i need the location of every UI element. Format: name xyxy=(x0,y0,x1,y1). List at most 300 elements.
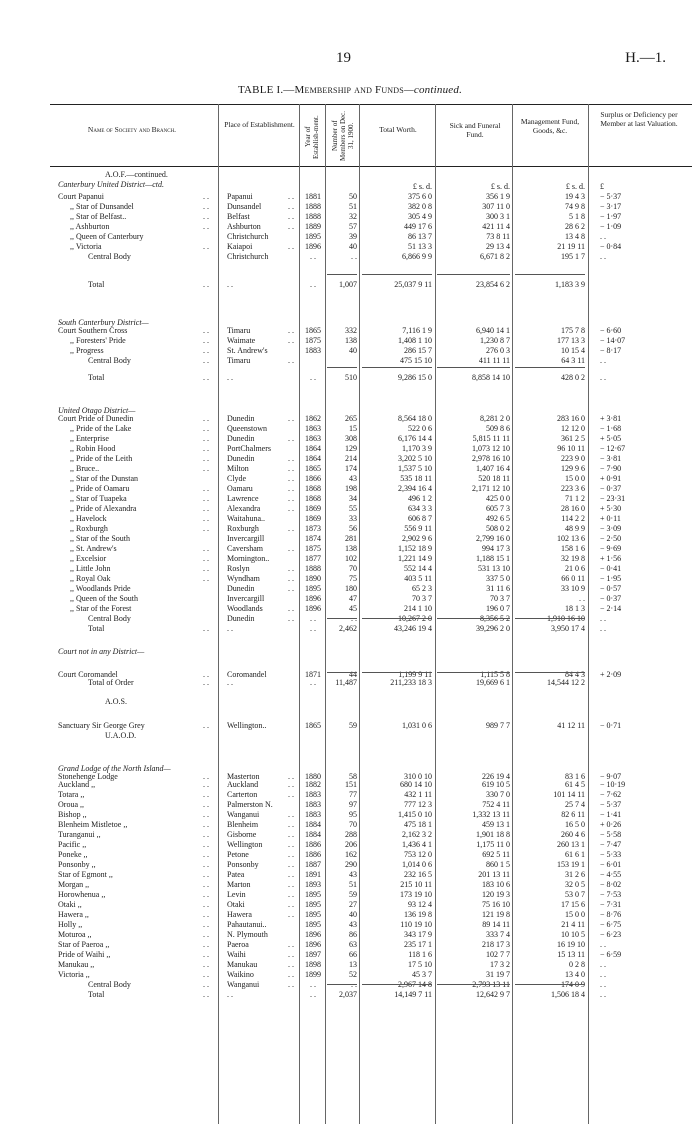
cell-surp: − 6·01 xyxy=(600,860,622,869)
cell-sick: 2,171 12 10 xyxy=(472,484,510,493)
cell-surp: − 3·81 xyxy=(600,454,622,463)
table-title-main: Membership and Funds xyxy=(294,84,404,96)
branch-name: South Canterbury District— xyxy=(58,318,149,327)
cell-surp: − 9·07 xyxy=(600,772,622,781)
cell-dots1: . . xyxy=(203,780,209,789)
cell-mgmt: 13 4 8 xyxy=(565,232,585,241)
cell-surp: − 12·67 xyxy=(600,444,626,453)
cell-year: 1882 xyxy=(305,780,321,789)
cell-surp: − 5·37 xyxy=(600,800,622,809)
cell-surp: − 7·47 xyxy=(600,840,622,849)
branch-name: Court Pride of Dunedin xyxy=(58,414,134,423)
cell-dots1: . . xyxy=(203,860,209,869)
cell-dots1: . . xyxy=(203,900,209,909)
cell-year: 1895 xyxy=(305,584,321,593)
cell-worth: 211,233 18 3 xyxy=(390,678,432,687)
cell-memb: 265 xyxy=(345,414,357,423)
cell-sick: 356 1 9 xyxy=(486,192,510,201)
cell-surp: − 8·76 xyxy=(600,910,622,919)
branch-name: Central Body xyxy=(88,356,131,365)
cell-mgmt: 19 4 3 xyxy=(565,192,585,201)
table-row xyxy=(0,534,700,544)
cell-worth: 51 13 3 xyxy=(408,242,432,251)
cell-mgmt: 260 4 6 xyxy=(561,830,585,839)
cell-surp: − 8·17 xyxy=(600,346,622,355)
cell-dots2: . . xyxy=(288,960,294,969)
cell-place: Levin xyxy=(227,890,246,899)
cell-place: PortChalmers xyxy=(227,444,271,453)
cell-mgmt: 64 3 11 xyxy=(561,356,585,365)
table-row xyxy=(0,444,700,454)
cell-mgmt: 17 15 6 xyxy=(561,900,585,909)
cell-memb: 332 xyxy=(345,326,357,335)
cell-memb: 180 xyxy=(345,584,357,593)
cell-dots1: . . xyxy=(203,940,209,949)
cell-mgmt: 223 3 6 xyxy=(561,484,585,493)
cell-place: . . xyxy=(227,678,233,687)
branch-name: Total xyxy=(88,624,105,633)
cell-dots2: . . xyxy=(288,980,294,989)
cell-place: . . xyxy=(227,990,233,999)
cell-dots1: . . xyxy=(203,464,209,473)
cell-year: 1883 xyxy=(305,800,321,809)
cell-mgmt: 71 1 2 xyxy=(565,494,585,503)
cell-worth: 118 1 6 xyxy=(408,950,432,959)
cell-dots1: . . xyxy=(203,890,209,899)
cell-mgmt: 48 9 9 xyxy=(565,524,585,533)
cell-worth: 556 9 11 xyxy=(404,524,432,533)
cell-mgmt: 5 1 8 xyxy=(569,212,585,221)
branch-name: ,, Bruce.. xyxy=(70,464,100,473)
branch-name: Central Body xyxy=(88,252,131,261)
cell-surp: − 7·53 xyxy=(600,890,622,899)
cell-place: Wellington xyxy=(227,840,263,849)
cell-worth: 136 19 8 xyxy=(404,910,432,919)
cell-dots1: . . xyxy=(203,414,209,423)
total-rule xyxy=(437,618,510,619)
cell-memb: 151 xyxy=(345,780,357,789)
cell-worth: 2,902 9 6 xyxy=(402,534,432,543)
table-row xyxy=(0,464,700,474)
cell-year: 1897 xyxy=(305,950,321,959)
cell-surp: − 7·90 xyxy=(600,464,622,473)
cell-memb: 40 xyxy=(349,910,357,919)
cell-dots1: . . xyxy=(203,920,209,929)
cell-mgmt: 114 2 2 xyxy=(561,514,585,523)
cell-surp: − 6·23 xyxy=(600,930,622,939)
cell-place: Gisborne xyxy=(227,830,257,839)
cell-year: . . xyxy=(310,373,316,382)
cell-worth: 1,152 18 9 xyxy=(398,544,432,553)
table-row xyxy=(0,721,700,731)
cell-dots1: . . xyxy=(203,356,209,365)
branch-name: ,, Pride of the Leith xyxy=(70,454,133,463)
table-row xyxy=(0,860,700,870)
cell-dots2: . . xyxy=(288,454,294,463)
header-top-rule xyxy=(50,104,692,105)
branch-name: Court Coromandel xyxy=(58,670,118,679)
branch-name: Total xyxy=(88,280,105,289)
cell-mgmt: 195 1 7 xyxy=(561,252,585,261)
cell-surp: . . xyxy=(600,624,606,633)
cell-place: Wellington.. xyxy=(227,721,267,730)
cell-sick: 994 17 3 xyxy=(482,544,510,553)
table-row xyxy=(0,614,700,624)
cell-place: Milton xyxy=(227,464,249,473)
cell-surp: − 5·33 xyxy=(600,850,622,859)
branch-name: Pacific ,, xyxy=(58,840,87,849)
cell-worth: 7,116 1 9 xyxy=(402,326,432,335)
cell-dots1: . . xyxy=(203,373,209,382)
cell-mgmt: 28 6 2 xyxy=(565,222,585,231)
cell-surp: − 7·62 xyxy=(600,790,622,799)
cell-worth: 310 0 10 xyxy=(404,772,432,781)
cell-surp: . . xyxy=(600,970,606,979)
cell-worth: 475 15 10 xyxy=(400,356,432,365)
cell-worth: 375 6 0 xyxy=(408,192,432,201)
cell-surp: + 0·91 xyxy=(600,474,622,483)
cell-surp: + 1·56 xyxy=(600,554,622,563)
cell-place: Carterton xyxy=(227,790,258,799)
table-title xyxy=(0,84,700,96)
cell-dots2: . . xyxy=(288,790,294,799)
total-row xyxy=(0,624,700,634)
cell-place: Marton xyxy=(227,880,251,889)
cell-place: Invercargill xyxy=(227,534,265,543)
cell-place: Masterton xyxy=(227,772,260,781)
cell-place: Dunedin xyxy=(227,454,255,463)
table-row xyxy=(0,850,700,860)
cell-surp: − 0·37 xyxy=(600,594,622,603)
cell-surp: − 23·31 xyxy=(600,494,626,503)
cell-dots1: . . xyxy=(203,222,209,231)
table-row xyxy=(0,930,700,940)
cell-year: 1888 xyxy=(305,212,321,221)
currency-header-row xyxy=(0,182,700,192)
cell-dots2: . . xyxy=(288,772,294,781)
cell-dots1: . . xyxy=(203,880,209,889)
cell-surp: − 14·07 xyxy=(600,336,626,345)
cell-dots1: . . xyxy=(203,970,209,979)
cell-place: Petone xyxy=(227,850,249,859)
cell-dots2: . . xyxy=(288,840,294,849)
cell-worth: 1,537 5 10 xyxy=(398,464,432,473)
cell-memb: 11,487 xyxy=(335,678,357,687)
cell-sick: 411 11 11 xyxy=(478,356,510,365)
cell-place: Waikino xyxy=(227,970,254,979)
cell-dots1: . . xyxy=(203,212,209,221)
table-title-prefix: TABLE I.— xyxy=(237,84,295,96)
cell-worth: 1,408 1 10 xyxy=(398,336,432,345)
cell-surp: − 6·75 xyxy=(600,920,622,929)
column-header-sick: Sick and Funeral Fund. xyxy=(449,121,501,139)
cell-sick: 196 0 7 xyxy=(486,604,510,613)
cell-dots2: . . xyxy=(288,950,294,959)
table-row xyxy=(0,564,700,574)
cell-year: 1891 xyxy=(305,870,321,879)
table-row xyxy=(0,790,700,800)
cell-memb: 59 xyxy=(349,721,357,730)
cell-dots2: . . xyxy=(288,970,294,979)
table-row xyxy=(0,434,700,444)
cell-memb: 70 xyxy=(349,820,357,829)
cell-sick: 218 17 3 xyxy=(482,940,510,949)
cell-dots1: . . xyxy=(203,810,209,819)
cell-place: Dunedin xyxy=(227,584,255,593)
cell-year: 1875 xyxy=(305,544,321,553)
table-row xyxy=(0,326,700,336)
cell-worth: 10,267 2 0 xyxy=(398,614,432,623)
cell-memb: 102 xyxy=(345,554,357,563)
cell-place: Alexandra xyxy=(227,504,261,513)
cell-mgmt: 28 16 0 xyxy=(561,504,585,513)
cell-sick: 31 19 7 xyxy=(486,970,510,979)
cell-year: 1886 xyxy=(305,840,321,849)
branch-name: ,, Star of Tuapeka xyxy=(70,494,127,503)
cell-memb: 44 xyxy=(349,670,357,679)
branch-name: Bishop ,, xyxy=(58,810,87,819)
cell-worth: 65 2 3 xyxy=(412,584,432,593)
cell-worth: 432 1 11 xyxy=(404,790,432,799)
cell-memb: 50 xyxy=(349,192,357,201)
cell-dots2: . . xyxy=(288,544,294,553)
cell-worth: 449 17 6 xyxy=(404,222,432,231)
cell-worth: 86 13 7 xyxy=(408,232,432,241)
cell-dots2: . . xyxy=(288,574,294,583)
cell-mgmt: 14,544 12 2 xyxy=(547,678,585,687)
cell-memb: 34 xyxy=(349,494,357,503)
cell-mgmt: 66 0 11 xyxy=(561,574,585,583)
cell-dots1: . . xyxy=(203,678,209,687)
cell-worth: 606 8 7 xyxy=(408,514,432,523)
cell-memb: 66 xyxy=(349,950,357,959)
cell-sick: 39,296 2 0 xyxy=(476,624,510,633)
cell-memb: 43 xyxy=(349,474,357,483)
table-row xyxy=(0,920,700,930)
cell-dots2: . . xyxy=(288,192,294,201)
cell-sick: 6,940 14 1 xyxy=(476,326,510,335)
cell-memb: 214 xyxy=(345,454,357,463)
cell-dots2: . . xyxy=(288,900,294,909)
total-rule xyxy=(437,672,510,673)
cell-dots1: . . xyxy=(203,840,209,849)
section-heading-row xyxy=(0,697,700,707)
cell-place: Coromandel xyxy=(227,670,267,679)
cell-year: 1865 xyxy=(305,721,321,730)
cell-year: 1862 xyxy=(305,414,321,423)
cell-surp: − 1·97 xyxy=(600,212,622,221)
branch-name: ,, St. Andrew's xyxy=(70,544,117,553)
cell-sick: 508 0 2 xyxy=(486,524,510,533)
cell-year: 1875 xyxy=(305,336,321,345)
cell-memb: 510 xyxy=(345,373,357,382)
table-row xyxy=(0,454,700,464)
cell-sick: 333 7 4 xyxy=(486,930,510,939)
cell-sick: 17 3 2 xyxy=(490,960,510,969)
cell-worth: 1,415 0 10 xyxy=(398,810,432,819)
cell-mgmt: 33 10 9 xyxy=(561,584,585,593)
branch-name: ,, Victoria xyxy=(70,242,102,251)
cell-dots2: . . xyxy=(288,484,294,493)
branch-name: ,, Queen of the South xyxy=(70,594,138,603)
cell-sick: 75 16 10 xyxy=(482,900,510,909)
cell-place: . . xyxy=(227,280,233,289)
currency-unit-mgmt: £ s. d. xyxy=(565,182,585,191)
cell-mgmt: 1,506 18 4 xyxy=(551,990,585,999)
branch-name: ,, Star of the South xyxy=(70,534,130,543)
cell-surp: − 0·84 xyxy=(600,242,622,251)
cell-sick: 8,281 2 0 xyxy=(480,414,510,423)
cell-year: 1895 xyxy=(305,900,321,909)
currency-unit-surp: £ xyxy=(600,182,604,191)
cell-worth: 403 5 11 xyxy=(404,574,432,583)
cell-memb: 308 xyxy=(345,434,357,443)
table-row xyxy=(0,336,700,346)
cell-mgmt: 15 0 0 xyxy=(565,474,585,483)
cell-worth: 1,436 4 1 xyxy=(402,840,432,849)
total-rule xyxy=(515,984,585,985)
cell-dots2: . . xyxy=(288,780,294,789)
branch-name: ,, Pride of Alexandra xyxy=(70,504,137,513)
cell-sick: 330 7 0 xyxy=(486,790,510,799)
cell-dots2: . . xyxy=(288,222,294,231)
cell-place: Hawera xyxy=(227,910,252,919)
cell-sick: 860 1 5 xyxy=(486,860,510,869)
cell-memb: 1,007 xyxy=(339,280,357,289)
cell-memb: 45 xyxy=(349,604,357,613)
table-row xyxy=(0,474,700,484)
cell-sick: 307 11 0 xyxy=(482,202,510,211)
cell-mgmt: 83 1 6 xyxy=(565,772,585,781)
cell-surp: . . xyxy=(600,252,606,261)
cell-dots2: . . xyxy=(288,940,294,949)
cell-surp: + 0·11 xyxy=(600,514,621,523)
table-row xyxy=(0,504,700,514)
total-rule xyxy=(362,618,432,619)
cell-dots2: . . xyxy=(288,564,294,573)
branch-name: ,, Foresters' Pride xyxy=(70,336,126,345)
cell-dots1: . . xyxy=(203,554,209,563)
cell-sick: 121 19 8 xyxy=(482,910,510,919)
cell-year: 1871 xyxy=(305,670,321,679)
cell-worth: 232 16 5 xyxy=(404,870,432,879)
cell-year: 1865 xyxy=(305,464,321,473)
cell-worth: 9,286 15 0 xyxy=(398,373,432,382)
branch-name: Total xyxy=(88,373,105,382)
cell-memb: 77 xyxy=(349,790,357,799)
cell-memb: 86 xyxy=(349,930,357,939)
cell-memb: 281 xyxy=(345,534,357,543)
cell-mgmt: . . xyxy=(579,594,585,603)
cell-memb: 288 xyxy=(345,830,357,839)
branch-name: Blenheim Mistletoe ,, xyxy=(58,820,128,829)
table-row xyxy=(0,980,700,990)
cell-memb: 59 xyxy=(349,890,357,899)
branch-name: Auckland ,, xyxy=(58,780,96,789)
cell-dots1: . . xyxy=(203,870,209,879)
total-rule xyxy=(362,274,432,275)
cell-place: Wanganui xyxy=(227,980,260,989)
cell-mgmt: 1,910 16 10 xyxy=(547,614,585,623)
branch-name: ,, Havelock xyxy=(70,514,107,523)
cell-dots2: . . xyxy=(288,870,294,879)
column-header-year: Year of Establish-ment. xyxy=(304,115,320,159)
branch-name: Grand Lodge of the North Island— xyxy=(58,764,171,773)
cell-surp: . . xyxy=(600,980,606,989)
cell-dots2: . . xyxy=(288,474,294,483)
section-heading-row xyxy=(0,731,700,741)
cell-place: Christchurch xyxy=(227,232,269,241)
cell-mgmt: 0 2 8 xyxy=(569,960,585,969)
cell-place: St. Andrew's xyxy=(227,346,268,355)
cell-dots2: . . xyxy=(288,810,294,819)
cell-year: 1899 xyxy=(305,970,321,979)
branch-name: Oroua ,, xyxy=(58,800,84,809)
branch-name: U.A.O.D. xyxy=(105,731,137,740)
cell-sick: 6,671 8 2 xyxy=(480,252,510,261)
cell-place: Lawrence xyxy=(227,494,259,503)
cell-worth: 2,162 3 2 xyxy=(402,830,432,839)
cell-mgmt: 174 0 9 xyxy=(561,980,585,989)
cell-surp: − 1·95 xyxy=(600,574,622,583)
cell-place: Belfast xyxy=(227,212,250,221)
cell-mgmt: 16 19 10 xyxy=(557,940,585,949)
column-header-mgmt: Management Fund, Goods, &c. xyxy=(520,117,580,135)
table-row xyxy=(0,242,700,252)
cell-year: . . xyxy=(310,678,316,687)
total-rule xyxy=(327,274,357,275)
branch-name: ,, Star of the Forest xyxy=(70,604,132,613)
cell-place: Timaru xyxy=(227,326,251,335)
cell-memb: 40 xyxy=(349,346,357,355)
cell-sick: 23,854 6 2 xyxy=(476,280,510,289)
cell-year: 1874 xyxy=(305,534,321,543)
table-row xyxy=(0,494,700,504)
table-row xyxy=(0,574,700,584)
cell-place: Papanui xyxy=(227,192,253,201)
table-row xyxy=(0,840,700,850)
cell-worth: 3,202 5 10 xyxy=(398,454,432,463)
cell-year: 1880 xyxy=(305,772,321,781)
cell-sick: 425 0 0 xyxy=(486,494,510,503)
column-header-members: Number of Members on Dec. 31, 1900. xyxy=(331,111,355,161)
cell-memb: 97 xyxy=(349,800,357,809)
total-rule xyxy=(515,672,585,673)
cell-dots1: . . xyxy=(203,721,209,730)
table-row xyxy=(0,970,700,980)
branch-name: Totara ,, xyxy=(58,790,85,799)
cell-mgmt: 21 19 11 xyxy=(557,242,585,251)
cell-mgmt: 102 13 6 xyxy=(557,534,585,543)
branch-name: ,, Star of Belfast.. xyxy=(70,212,127,221)
branch-name: Total xyxy=(88,990,105,999)
branch-name: Total of Order xyxy=(88,678,134,687)
cell-worth: 25,037 9 11 xyxy=(394,280,432,289)
cell-place: Christchurch xyxy=(227,252,269,261)
cell-memb: . . xyxy=(351,980,357,989)
cell-dots1: . . xyxy=(203,444,209,453)
cell-year: . . xyxy=(310,614,316,623)
cell-place: Wanganui xyxy=(227,810,260,819)
cell-place: Otaki xyxy=(227,900,245,909)
cell-year: 1883 xyxy=(305,810,321,819)
branch-name: Victoria ,, xyxy=(58,970,90,979)
cell-worth: 305 4 9 xyxy=(408,212,432,221)
cell-sick: 1,073 12 10 xyxy=(472,444,510,453)
cell-mgmt: 428 0 2 xyxy=(561,373,585,382)
cell-worth: 8,564 18 0 xyxy=(398,414,432,423)
cell-place: Blenheim xyxy=(227,820,259,829)
